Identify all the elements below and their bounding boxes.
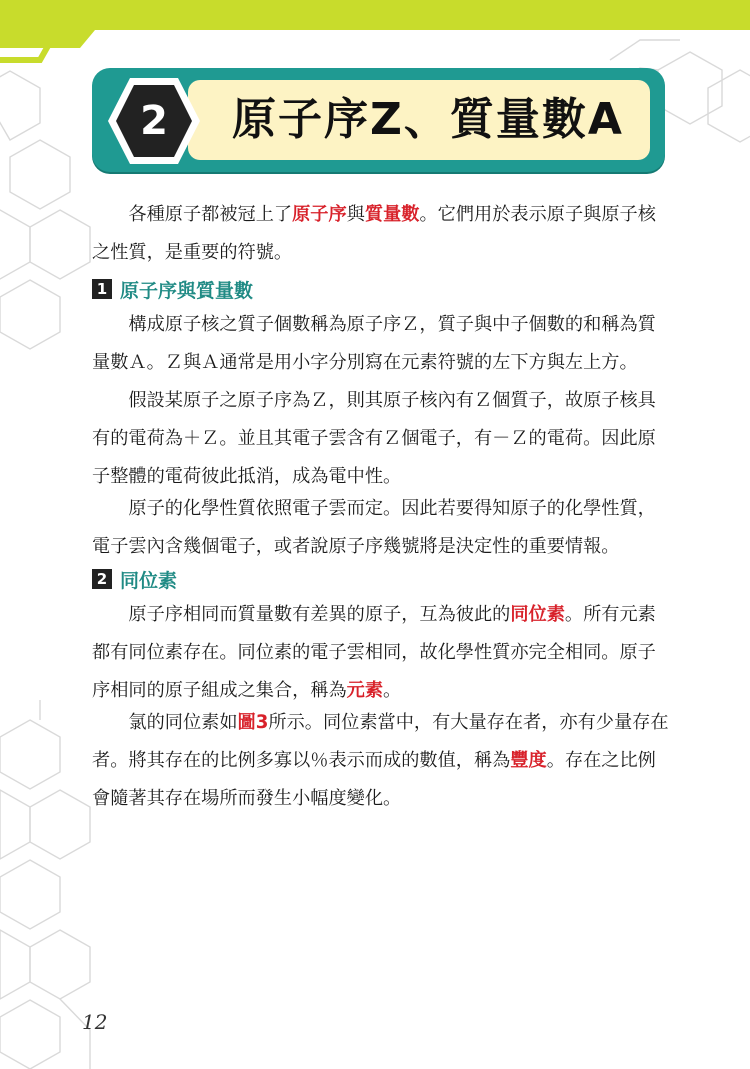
term-atomic-number: 原子序	[292, 204, 347, 225]
section-title: 原子序與質量數	[120, 279, 254, 302]
term-element: 元素	[346, 680, 384, 701]
section1-paragraph-2: 假設某原子之原子序為Ｚ，則其原子核內有Ｚ個質子，故原子核具有的電荷為＋Ｚ。並且其電子雲含有Ｚ個電子，有－Ｚ的電荷。因此原子整體的電荷彼此抵消，成為電中性。	[92, 390, 656, 487]
section1-paragraph-3: 原子的化學性質依照電子雲而定。因此若要得知原子的化學性質，電子雲內含幾個電子，或者說原子序幾號將是決定性的重要情報。	[92, 498, 656, 557]
body-text: 所示。同位素當中，有大量存在者，亦有少量存在者。將其存在的比例多寡以％表示而成的數值，稱為	[92, 712, 669, 771]
section2-paragraph-2	[92, 704, 672, 818]
section1-paragraph-1: 構成原子核之質子個數稱為原子序Ｚ，質子與中子個數的和稱為質量數Ａ。Ｚ與Ａ通常是用小字分別寫在元素符號的左下方與左上方。	[92, 314, 656, 373]
section-number-box: 1	[92, 279, 112, 299]
top-lime-banner	[0, 0, 750, 48]
section2-paragraph-1	[92, 596, 672, 710]
body-text: 氯的同位素如	[128, 712, 238, 733]
term-abundance: 豐度	[510, 750, 547, 771]
chapter-number: 2	[140, 98, 168, 144]
figure-reference: 圖3	[237, 712, 269, 733]
chapter-header	[92, 68, 665, 172]
intro-text: 各種原子都被冠上了	[128, 204, 293, 225]
intro-text: 。它們用於表示原子與原子核之性質，是重要的符號。	[92, 204, 656, 263]
section-heading-1	[92, 276, 253, 302]
body-text: 。存在之比例會隨著其存在場所而發生小幅度變化。	[92, 750, 656, 809]
intro-paragraph	[92, 196, 672, 272]
term-isotope: 同位素	[510, 604, 565, 625]
section-heading-2	[92, 566, 177, 592]
section-title: 同位素	[120, 569, 178, 592]
page-number: 12	[82, 1010, 108, 1034]
section-number-box: 2	[92, 569, 112, 589]
intro-text: 與	[346, 204, 365, 225]
chapter-title: 原子序Z、質量數A	[232, 94, 624, 145]
chapter-number-badge	[106, 76, 202, 166]
body-text: 。所有元素都有同位素存在。同位素的電子雲相同，故化學性質亦完全相同。原子序相同的原子組成之集合，稱為	[92, 604, 656, 701]
body-text: 。	[383, 680, 402, 701]
body-text: 原子序相同而質量數有差異的原子，互為彼此的	[128, 604, 511, 625]
term-mass-number: 質量數	[364, 204, 420, 225]
